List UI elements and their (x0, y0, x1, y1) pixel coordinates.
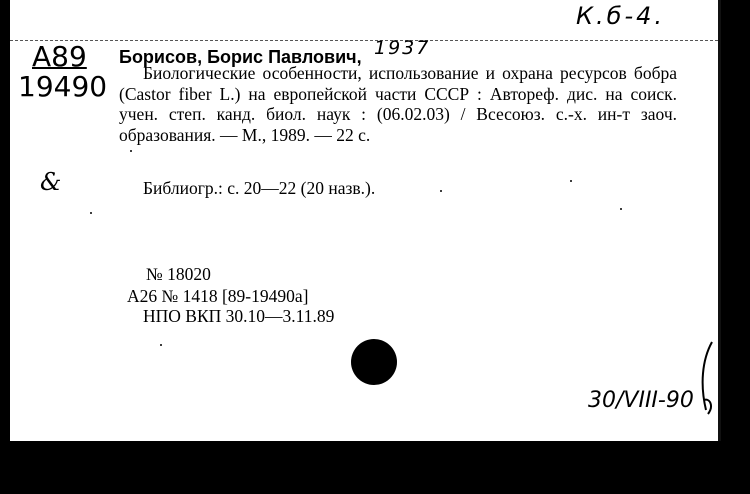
catalog-card (10, 0, 721, 441)
ink-blot (351, 339, 397, 385)
call-number-bottom: 19490 (18, 70, 108, 103)
organization-line: НПО ВКП 30.10—3.11.89 (143, 306, 335, 326)
accession-line: А26 № 1418 [89-19490а] (127, 286, 309, 306)
handwritten-birth-year: 1937 (374, 37, 431, 59)
speck (160, 344, 162, 346)
handwritten-margin-mark: & (40, 168, 62, 196)
author-heading: Борисов, Борис Павлович, (119, 47, 362, 67)
speck (440, 190, 442, 192)
handwritten-flourish (698, 340, 718, 420)
handwritten-shelfmark: К.б-4. (576, 2, 666, 30)
top-divider (10, 40, 718, 41)
inventory-number: № 18020 (146, 264, 211, 284)
call-number (18, 42, 107, 102)
speck (570, 180, 572, 182)
speck (620, 208, 622, 210)
handwritten-date: 30/VIII-90 (588, 388, 694, 413)
bibliography-note: Библиогр.: с. 20—22 (20 назв.). (143, 178, 376, 198)
speck (90, 212, 92, 214)
speck (130, 150, 132, 152)
call-number-top: А89 (32, 40, 87, 73)
bibliographic-description: Биологические особенности, использование и охрана ресурсов бобра (Castor fiber L.) на европейской части СССР : Автореф. дис. на соиск. учен. степ. канд. биол. наук : (06.02.03) / Всесоюз. с.-х. ин-т заоч. образования. — М., 1989. — 22 с. (119, 63, 677, 145)
